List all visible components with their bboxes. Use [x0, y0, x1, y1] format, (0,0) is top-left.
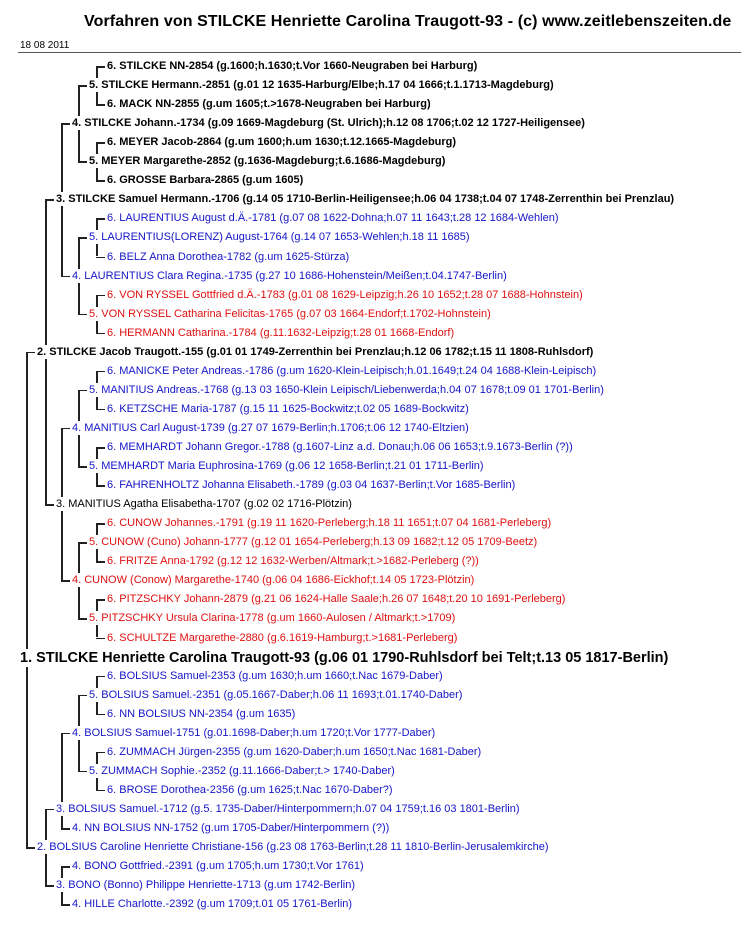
ancestor-entry-gen-5: 5. CUNOW (Cuno) Johann-1777 (g.12 01 1654-Perleberg;h.13 09 1682;t.12 05 1709-Beetz) — [89, 536, 538, 549]
ancestor-entry-gen-5: 5. ZUMMACH Sophie.-2352 (g.11.1666-Daber;t.> 1740-Daber) — [89, 764, 395, 777]
tree-connector-line — [78, 161, 87, 163]
tree-connector-line — [96, 321, 98, 333]
ancestor-entry-gen-6: 6. CUNOW Johannes.-1791 (g.19 11 1620-Perleberg;h.18 11 1651;t.07 04 1681-Perleberg) — [107, 517, 552, 530]
tree-connector-line — [78, 740, 80, 771]
tree-connector-line — [61, 866, 63, 878]
document-title: Vorfahren von STILCKE Henriette Carolina Traugott-93 - (c) www.zeitlebenszeiten.de — [84, 13, 732, 30]
tree-connector-line — [96, 371, 98, 383]
tree-connector-line — [96, 142, 98, 154]
ancestor-entry-gen-6: 6. PITZSCHKY Johann-2879 (g.21 06 1624-Halle Saale;h.26 07 1648;t.20 10 1691-Perleberg) — [107, 593, 566, 606]
ancestor-entry-gen-6: 6. SCHULTZE Margarethe-2880 (g.6.1619-Hamburg;t.>1681-Perleberg) — [107, 631, 458, 644]
ancestor-entry-gen-6: 6. BOLSIUS Samuel-2353 (g.um 1630;h.um 1660;t.Nac 1679-Daber) — [107, 669, 443, 682]
tree-connector-line — [61, 733, 63, 802]
ancestor-entry-gen-6: 6. KETZSCHE Maria-1787 (g.15 11 1625-Bockwitz;t.02 05 1689-Bockwitz) — [107, 402, 469, 415]
tree-connector-line — [96, 92, 98, 104]
tree-connector-line — [45, 809, 47, 840]
ancestor-entry-gen-5: 5. MEYER Margarethe-2852 (g.1636-Magdeburg;t.6.1686-Magdeburg) — [89, 155, 446, 168]
tree-connector-line — [61, 892, 63, 904]
ancestor-entry-gen-3: 3. BOLSIUS Samuel.-1712 (g.5. 1735-Daber/Hinterpommern;h.07 04 1759;t.16 03 1801-Berlin) — [56, 802, 520, 815]
tree-connector-line — [78, 283, 80, 314]
tree-connector-line — [78, 435, 80, 466]
ancestor-entry-gen-6: 6. BROSE Dorothea-2356 (g.um 1625;t.Nac 1670-Daber?) — [107, 783, 393, 796]
tree-connector-line — [78, 771, 87, 773]
tree-connector-line — [96, 523, 98, 535]
tree-connector-line — [96, 397, 98, 409]
tree-connector-line — [45, 504, 54, 506]
ancestor-entry-gen-4: 4. CUNOW (Conow) Margarethe-1740 (g.06 04 1686-Eickhof;t.14 05 1723-Plötzin) — [72, 574, 475, 587]
tree-connector-line — [78, 130, 80, 161]
ancestor-entry-gen-3: 3. BONO (Bonno) Philippe Henriette-1713 (g.um 1742-Berlin) — [56, 879, 355, 892]
tree-connector-line — [96, 473, 98, 485]
ancestor-entry-gen-5: 5. LAURENTIUS(LORENZ) August-1764 (g.14 07 1653-Wehlen;h.18 11 1685) — [89, 231, 470, 244]
tree-connector-line — [96, 638, 105, 640]
ancestor-entry-gen-6: 6. BELZ Anna Dorothea-1782 (g.um 1625-Stürza) — [107, 250, 350, 263]
ancestor-entry-gen-4: 4. NN BOLSIUS NN-1752 (g.um 1705-Daber/Hinterpommern (?)) — [72, 822, 390, 834]
ancestor-entry-gen-5: 5. MANITIUS Andreas.-1768 (g.13 03 1650-Klein Leipisch/Liebenwerda;h.04 07 1678;t.09 01 1701-Berlin) — [89, 383, 604, 396]
tree-connector-line — [61, 123, 63, 192]
tree-connector-line — [96, 752, 98, 764]
tree-connector-line — [45, 854, 47, 885]
ancestor-entry-gen-6: 6. VON RYSSEL Gottfried d.Ä.-1783 (g.01 08 1629-Leipzig;h.26 10 1652;t.28 07 1688-Hohnstein) — [107, 288, 583, 301]
tree-connector-line — [78, 390, 80, 421]
ancestor-entry-gen-5: 5. MEMHARDT Maria Euphrosina-1769 (g.06 12 1658-Berlin;t.21 01 1711-Berlin) — [89, 460, 484, 473]
tree-connector-line — [96, 104, 105, 106]
tree-connector-line — [96, 333, 105, 335]
tree-connector-line — [96, 599, 98, 611]
tree-connector-line — [78, 466, 87, 468]
tree-connector-line — [96, 790, 105, 792]
tree-connector-line — [96, 257, 105, 259]
ancestor-entry-gen-6: 6. ZUMMACH Jürgen-2355 (g.um 1620-Daber;h.um 1650;t.Nac 1681-Daber) — [107, 745, 482, 758]
root-person-entry: 1. STILCKE Henriette Carolina Traugott-93 (g.06 01 1790-Ruhlsdorf bei Telt;t.13 05 1817-Berlin) — [20, 649, 669, 666]
tree-connector-line — [78, 695, 80, 726]
tree-connector-line — [96, 409, 105, 411]
ancestor-entry-gen-6: 6. LAURENTIUS August d.Ä.-1781 (g.07 08 1622-Dohna;h.07 11 1643;t.28 12 1684-Wehlen) — [107, 212, 559, 225]
tree-connector-line — [61, 511, 63, 580]
tree-connector-line — [96, 549, 98, 561]
tree-connector-line — [26, 847, 35, 849]
tree-connector-line — [96, 447, 98, 459]
tree-connector-line — [26, 667, 28, 848]
ancestor-entry-gen-4: 4. HILLE Charlotte.-2392 (g.um 1709;t.01 05 1761-Berlin) — [72, 898, 353, 911]
ancestor-entry-gen-4: 4. STILCKE Johann.-1734 (g.09 1669-Magdeburg (St. Ulrich);h.12 08 1706;t.02 12 1727-Heiligensee) — [72, 117, 585, 130]
tree-connector-line — [26, 352, 28, 649]
tree-connector-line — [45, 885, 54, 887]
tree-connector-line — [96, 714, 105, 716]
tree-connector-line — [61, 828, 70, 830]
ancestor-entry-gen-6: 6. FRITZE Anna-1792 (g.12 12 1632-Werben/Altmark;t.>1682-Perleberg (?)) — [107, 555, 479, 568]
ancestor-entry-gen-3: 3. MANITIUS Agatha Elisabetha-1707 (g.02 02 1716-Plötzin) — [56, 498, 352, 511]
tree-connector-line — [96, 702, 98, 714]
ancestor-entry-gen-6: 6. NN BOLSIUS NN-2354 (g.um 1635) — [107, 707, 296, 720]
tree-connector-line — [96, 295, 98, 307]
ancestor-entry-gen-5: 5. VON RYSSEL Catharina Felicitas-1765 (g.07 03 1664-Endorf;t.1702-Hohnstein) — [89, 307, 491, 320]
tree-connector-line — [96, 676, 98, 688]
tree-connector-line — [96, 218, 98, 230]
tree-connector-line — [96, 168, 98, 180]
ancestor-entry-gen-6: 6. MEMHARDT Johann Gregor.-1788 (g.1607-Linz a.d. Donau;h.06 06 1653;t.9.1673-Berlin (?)) — [107, 441, 573, 453]
tree-connector-line — [61, 816, 63, 828]
ancestor-entry-gen-6: 6. FAHRENHOLTZ Johanna Elisabeth.-1789 (g.03 04 1637-Berlin;t.Vor 1685-Berlin) — [107, 479, 516, 492]
ancestor-entry-gen-6: 6. STILCKE NN-2854 (g.1600;h.1630;t.Vor 1660-Neugraben bei Harburg) — [107, 60, 478, 72]
print-date: 18 08 2011 — [20, 40, 70, 51]
tree-connector-line — [96, 625, 98, 637]
tree-connector-line — [61, 206, 63, 275]
tree-connector-line — [61, 904, 70, 906]
tree-connector-line — [96, 244, 98, 256]
ancestor-entry-gen-4: 4. BOLSIUS Samuel-1751 (g.01.1698-Daber;h.um 1720;t.Vor 1777-Daber) — [72, 726, 436, 739]
ancestor-entry-gen-5: 5. STILCKE Hermann.-2851 (g.01 12 1635-Harburg/Elbe;h.17 04 1666;t.1.1713-Magdeburg) — [89, 79, 554, 92]
ancestor-entry-gen-6: 6. HERMANN Catharina.-1784 (g.11.1632-Leipzig;t.28 01 1668-Endorf) — [107, 326, 455, 339]
tree-connector-line — [96, 561, 105, 563]
tree-connector-line — [78, 542, 80, 573]
tree-connector-line — [78, 587, 80, 618]
ancestor-entry-gen-6: 6. MEYER Jacob-2864 (g.um 1600;h.um 1630;t.12.1665-Magdeburg) — [107, 136, 457, 149]
tree-connector-line — [78, 314, 87, 316]
ancestor-entry-gen-3: 3. STILCKE Samuel Hermann.-1706 (g.14 05 1710-Berlin-Heiligensee;h.06 04 1738;t.04 07 1748-Zerrenthin bei Prenzlau) — [56, 193, 675, 206]
tree-connector-line — [45, 199, 47, 344]
ancestor-entry-gen-6: 6. MACK NN-2855 (g.um 1605;t.>1678-Neugraben bei Harburg) — [107, 98, 431, 111]
ancestor-entry-gen-4: 4. MANITIUS Carl August-1739 (g.27 07 1679-Berlin;h.1706;t.06 12 1740-Eltzien) — [72, 421, 469, 434]
ancestor-entry-gen-4: 4. LAURENTIUS Clara Regina.-1735 (g.27 10 1686-Hohenstein/Meißen;t.04.1747-Berlin) — [72, 269, 507, 282]
tree-connector-line — [96, 180, 105, 182]
ancestor-entry-gen-5: 5. PITZSCHKY Ursula Clarina-1778 (g.um 1660-Aulosen / Altmark;t.>1709) — [89, 612, 456, 625]
ancestor-entry-gen-5: 5. BOLSIUS Samuel.-2351 (g.05.1667-Daber;h.06 11 1693;t.01.1740-Daber) — [89, 688, 463, 701]
tree-connector-line — [96, 485, 105, 487]
ancestor-entry-gen-6: 6. MANICKE Peter Andreas.-1786 (g.um 1620-Klein-Leipisch;h.01.1649;t.24 04 1688-Klein-Leipisch) — [107, 364, 597, 377]
ancestor-entry-gen-2: 2. STILCKE Jacob Traugott.-155 (g.01 01 1749-Zerrenthin bei Prenzlau;h.12 06 1782;t.15 11 1808-Ruhlsdorf) — [37, 345, 594, 358]
tree-connector-line — [61, 428, 63, 497]
tree-connector-line — [78, 618, 87, 620]
tree-connector-line — [96, 778, 98, 790]
tree-connector-line — [61, 276, 70, 278]
tree-connector-line — [45, 359, 47, 504]
ancestor-entry-gen-4: 4. BONO Gottfried.-2391 (g.um 1705;h.um 1730;t.Vor 1761) — [72, 860, 364, 873]
tree-connector-line — [61, 580, 70, 582]
tree-connector-line — [78, 237, 80, 268]
tree-connector-line — [78, 85, 80, 116]
ancestor-entry-gen-6: 6. GROSSE Barbara-2865 (g.um 1605) — [107, 174, 304, 187]
ancestor-entry-gen-2: 2. BOLSIUS Caroline Henriette Christiane-156 (g.23 08 1763-Berlin;t.28 11 1810-Berlin-Jerusalemkirche) — [37, 841, 549, 854]
tree-connector-line — [96, 66, 98, 78]
